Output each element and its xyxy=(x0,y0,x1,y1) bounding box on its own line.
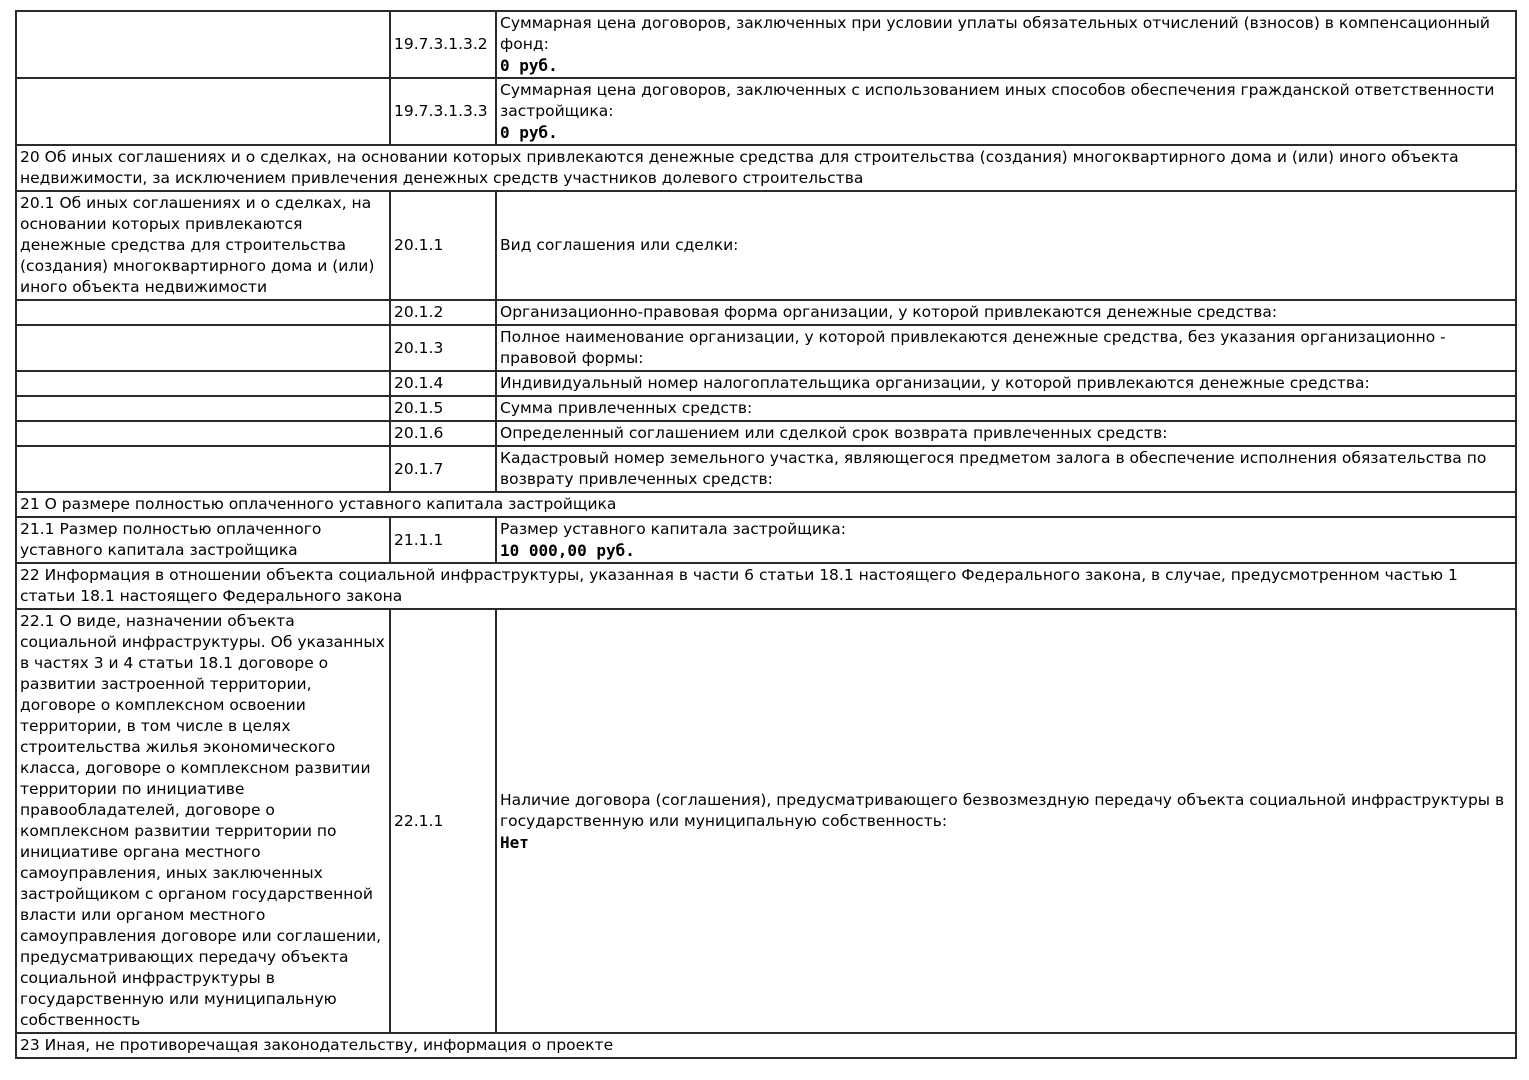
row-number-cell: 20.1.4 xyxy=(390,371,496,396)
section-header-row xyxy=(16,492,1516,517)
field-label: Кадастровый номер земельного участка, являющегося предметом залога в обеспечение исполнения обязательства по возврату привлеченных средств: xyxy=(500,449,1487,488)
row-topic-cell xyxy=(16,446,390,492)
row-number-cell: 20.1.5 xyxy=(390,396,496,421)
table-body xyxy=(16,11,1516,1058)
field-label: Организационно-правовая форма организации, у которой привлекаются денежные средства: xyxy=(500,303,1278,321)
row-topic-cell xyxy=(16,371,390,396)
row-content-cell xyxy=(496,396,1516,421)
section-header: 21 О размере полностью оплаченного уставного капитала застройщика xyxy=(16,492,1516,517)
section-header-row xyxy=(16,563,1516,609)
table-row xyxy=(16,78,1516,145)
row-number-cell: 20.1.1 xyxy=(390,191,496,300)
row-number-cell: 19.7.3.1.3.3 xyxy=(390,78,496,145)
row-topic-cell xyxy=(16,421,390,446)
table-row xyxy=(16,421,1516,446)
row-topic-cell xyxy=(16,396,390,421)
row-content-cell xyxy=(496,300,1516,325)
table-row xyxy=(16,609,1516,1033)
section-header-row xyxy=(16,1033,1516,1058)
table-row xyxy=(16,11,1516,78)
row-number-cell: 22.1.1 xyxy=(390,609,496,1033)
table-row xyxy=(16,371,1516,396)
field-label: Вид соглашения или сделки: xyxy=(500,236,739,254)
row-topic-cell: 22.1 О виде, назначении объекта социальной инфраструктуры. Об указанных в частях 3 и 4 статьи 18.1 договоре о развитии застроенной территории, договоре о комплексном освоении территории, в том числе в целях строительства жилья экономического класса, договоре о комплексном развитии территории по инициативе правообладателей, договоре о комплексном развитии территории по инициативе органа местного самоуправления, иных заключенных застройщиком с органом государственной власти или органом местного самоуправления договоре или соглашении, предусматривающих передачу объекта социальной инфраструктуры в государственную или муниципальную собственность xyxy=(16,609,390,1033)
section-header: 20 Об иных соглашениях и о сделках, на основании которых привлекаются денежные средства для строительства (создания) многоквартирного дома и (или) иного объекта недвижимости, за исключением привлечения денежных средств участников долевого строительства xyxy=(16,145,1516,191)
field-label: Размер уставного капитала застройщика: xyxy=(500,520,846,538)
row-content-cell xyxy=(496,446,1516,492)
table-row xyxy=(16,191,1516,300)
row-topic-cell xyxy=(16,78,390,145)
field-value: Нет xyxy=(500,832,529,852)
row-number-cell: 20.1.7 xyxy=(390,446,496,492)
row-topic-cell: 20.1 Об иных соглашениях и о сделках, на основании которых привлекаются денежные средства для строительства (создания) многоквартирного дома и (или) иного объекта недвижимости xyxy=(16,191,390,300)
section-header: 23 Иная, не противоречащая законодательству, информация о проекте xyxy=(16,1033,1516,1058)
field-label: Наличие договора (соглашения), предусматривающего безвозмездную передачу объекта социальной инфраструктуры в государственную или муниципальную собственность: xyxy=(500,790,1505,830)
row-content-cell xyxy=(496,11,1516,78)
table-row xyxy=(16,446,1516,492)
row-number-cell: 20.1.3 xyxy=(390,325,496,371)
row-content-cell xyxy=(496,78,1516,145)
row-topic-cell xyxy=(16,325,390,371)
field-label: Определенный соглашением или сделкой срок возврата привлеченных средств: xyxy=(500,424,1168,442)
table-row xyxy=(16,396,1516,421)
row-topic-cell xyxy=(16,11,390,78)
row-number-cell: 20.1.6 xyxy=(390,421,496,446)
section-header: 22 Информация в отношении объекта социальной инфраструктуры, указанная в части 6 статьи 18.1 настоящего Федерального закона, в случае, предусмотренном частью 1 статьи 18.1 настоящего Федерального закона xyxy=(16,563,1516,609)
table-row xyxy=(16,517,1516,563)
field-value: 0 руб. xyxy=(500,123,558,142)
field-label: Суммарная цена договоров, заключенных при условии уплаты обязательных отчислений (взносов) в компенсационный фонд: xyxy=(500,14,1490,53)
row-content-cell xyxy=(496,517,1516,563)
section-header-row xyxy=(16,145,1516,191)
field-label: Суммарная цена договоров, заключенных с использованием иных способов обеспечения гражданской ответственности застройщика: xyxy=(500,81,1495,120)
field-value: 10 000,00 руб. xyxy=(500,541,635,560)
row-content-cell xyxy=(496,325,1516,371)
row-topic-cell xyxy=(16,300,390,325)
row-number-cell: 20.1.2 xyxy=(390,300,496,325)
row-content-cell xyxy=(496,421,1516,446)
field-label: Полное наименование организации, у которой привлекаются денежные средства, без указания организационно - правовой формы: xyxy=(500,328,1446,367)
project-declaration-table xyxy=(15,10,1517,1059)
field-label: Индивидуальный номер налогоплательщика организации, у которой привлекаются денежные средства: xyxy=(500,374,1370,392)
field-label: Сумма привлеченных средств: xyxy=(500,399,753,417)
field-value: 0 руб. xyxy=(500,56,558,75)
row-number-cell: 19.7.3.1.3.2 xyxy=(390,11,496,78)
table-row xyxy=(16,325,1516,371)
row-content-cell xyxy=(496,371,1516,396)
row-topic-cell: 21.1 Размер полностью оплаченного уставного капитала застройщика xyxy=(16,517,390,563)
row-number-cell: 21.1.1 xyxy=(390,517,496,563)
row-content-cell xyxy=(496,609,1516,1033)
table-row xyxy=(16,300,1516,325)
row-content-cell xyxy=(496,191,1516,300)
